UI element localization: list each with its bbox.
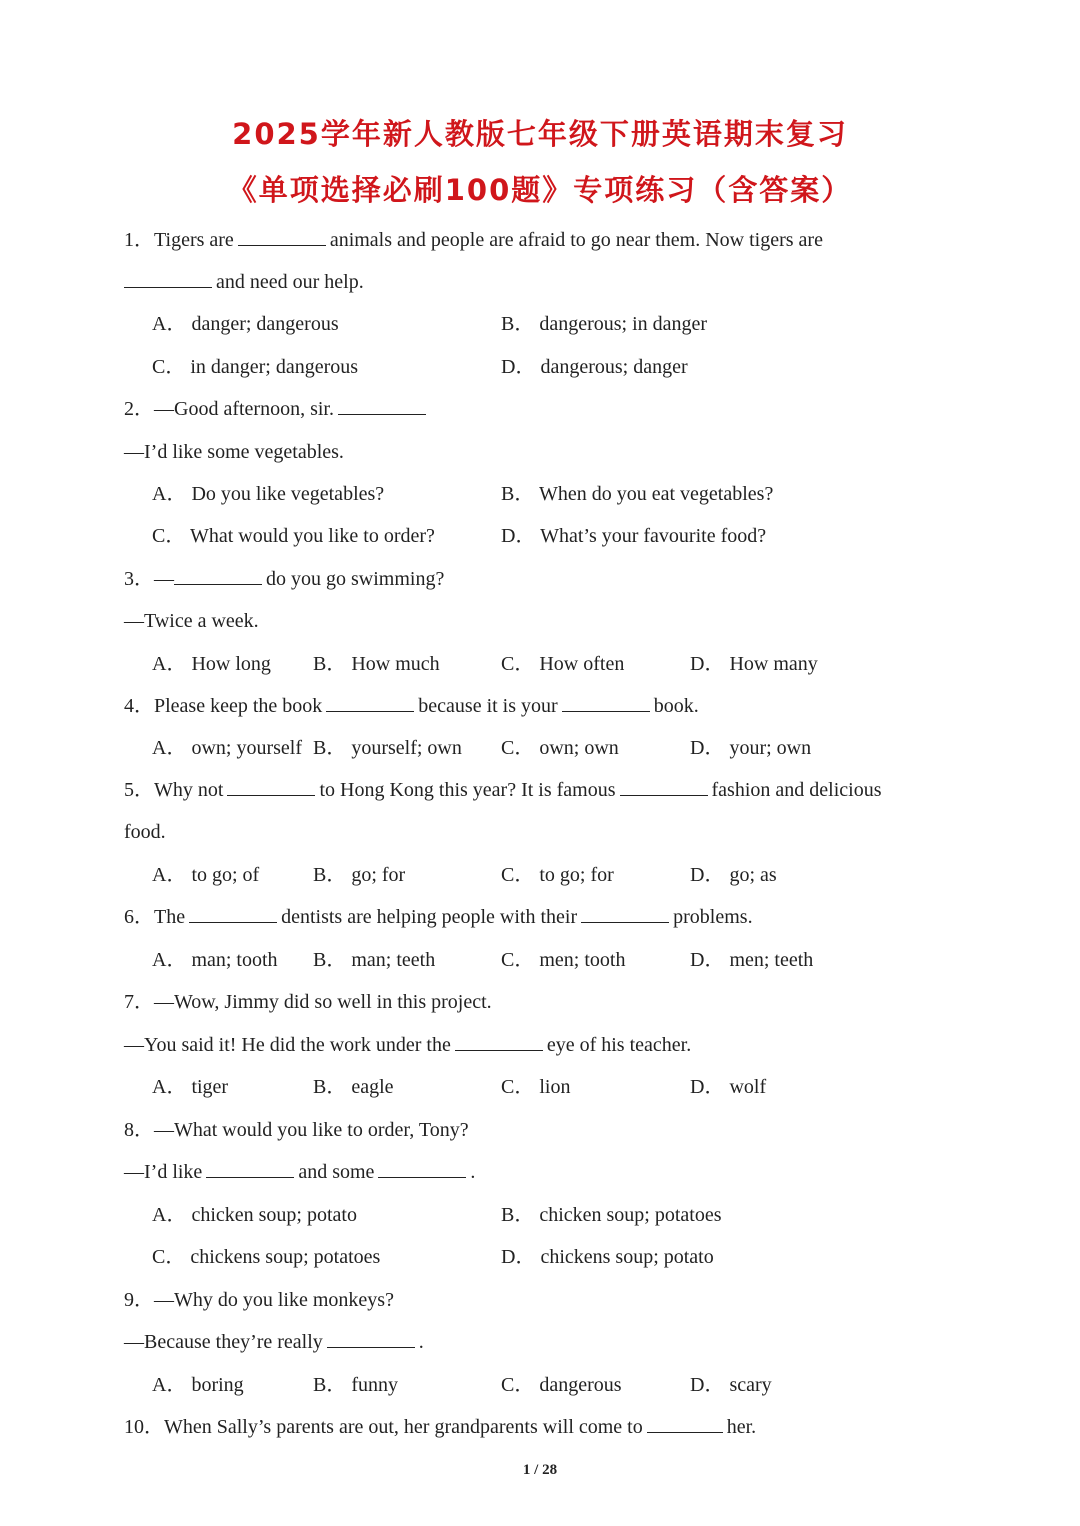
q2-option-a[interactable]: A． Do you like vegetables? [152, 483, 385, 505]
q2-option-b[interactable]: B． When do you eat vegetables? [501, 483, 774, 505]
q4-option-d[interactable]: D． your; own [690, 737, 812, 759]
blank [327, 1329, 415, 1348]
q9-option-a[interactable]: A． boring [152, 1374, 244, 1396]
question-8: 8．—What would you like to order, Tony? [124, 1119, 469, 1141]
title-line-2: 《单项选择必刷100题》专项练习（含答案） [227, 173, 853, 207]
blank [562, 693, 650, 712]
question-3-reply: —Twice a week. [124, 610, 259, 632]
question-9: 9．—Why do you like monkeys? [124, 1289, 394, 1311]
question-6: 6．The dentists are helping people with their problems. [124, 906, 753, 928]
q3-option-c[interactable]: C． How often [501, 653, 625, 675]
blank [647, 1414, 723, 1433]
blank [206, 1159, 294, 1178]
q8-option-a[interactable]: A． chicken soup; potato [152, 1204, 357, 1226]
q1-option-b[interactable]: B． dangerous; in danger [501, 313, 708, 335]
q1-option-d[interactable]: D． dangerous; danger [501, 356, 688, 378]
question-1: 1．Tigers are animals and people are afraid to go near them. Now tigers are [124, 229, 823, 251]
question-5-cont: food. [124, 821, 166, 843]
q9-option-b[interactable]: B． funny [313, 1374, 398, 1396]
q6-option-b[interactable]: B． man; teeth [313, 949, 436, 971]
blank [124, 269, 212, 288]
question-1-cont: and need our help. [124, 269, 364, 295]
blank [227, 777, 315, 796]
question-7-reply: —You said it! He did the work under the eye of his teacher. [124, 1034, 692, 1056]
blank [455, 1032, 543, 1051]
q6-option-a[interactable]: A． man; tooth [152, 949, 278, 971]
q6-option-c[interactable]: C． men; tooth [501, 949, 626, 971]
q6-option-d[interactable]: D． men; teeth [690, 949, 814, 971]
q5-option-c[interactable]: C． to go; for [501, 864, 614, 886]
q3-option-b[interactable]: B． How much [313, 653, 440, 675]
q5-option-d[interactable]: D． go; as [690, 864, 777, 886]
q7-option-b[interactable]: B． eagle [313, 1076, 394, 1098]
q8-option-d[interactable]: D． chickens soup; potato [501, 1246, 714, 1268]
q5-option-a[interactable]: A． to go; of [152, 864, 260, 886]
blank [581, 904, 669, 923]
blank [378, 1159, 466, 1178]
blank [174, 566, 262, 585]
question-4: 4．Please keep the book because it is your book. [124, 695, 699, 717]
blank [620, 777, 708, 796]
question-2-reply: —I’d like some vegetables. [124, 441, 344, 463]
q7-option-d[interactable]: D． wolf [690, 1076, 767, 1098]
page-number: 1 / 28 [522, 1462, 558, 1478]
question-2: 2．—Good afternoon, sir. [124, 396, 430, 422]
q7-option-c[interactable]: C． lion [501, 1076, 571, 1098]
blank [238, 227, 326, 246]
q4-option-a[interactable]: A． own; yourself [152, 737, 302, 759]
q5-option-b[interactable]: B． go; for [313, 864, 406, 886]
question-9-reply: —Because they’re really . [124, 1331, 424, 1353]
q9-option-d[interactable]: D． scary [690, 1374, 772, 1396]
q4-option-c[interactable]: C． own; own [501, 737, 619, 759]
q7-option-a[interactable]: A． tiger [152, 1076, 229, 1098]
question-7: 7．—Wow, Jimmy did so well in this project. [124, 991, 492, 1013]
blank [338, 396, 426, 415]
question-10: 10．When Sally’s parents are out, her grandparents will come to her. [124, 1416, 757, 1438]
q1-option-a[interactable]: A． danger; dangerous [152, 313, 339, 335]
q3-option-d[interactable]: D． How many [690, 653, 818, 675]
question-8-reply: —I’d like and some . [124, 1161, 476, 1183]
question-3: 3．— do you go swimming? [124, 568, 445, 590]
q8-option-b[interactable]: B． chicken soup; potatoes [501, 1204, 722, 1226]
title-line-1: 2025学年新人教版七年级下册英语期末复习 [232, 117, 848, 151]
q8-option-c[interactable]: C． chickens soup; potatoes [152, 1246, 381, 1268]
question-5: 5．Why not to Hong Kong this year? It is famous fashion and delicious [124, 779, 882, 801]
q2-option-c[interactable]: C． What would you like to order? [152, 525, 435, 547]
blank [189, 904, 277, 923]
blank [326, 693, 414, 712]
q3-option-a[interactable]: A． How long [152, 653, 271, 675]
q4-option-b[interactable]: B． yourself; own [313, 737, 462, 759]
q9-option-c[interactable]: C． dangerous [501, 1374, 622, 1396]
q2-option-d[interactable]: D． What’s your favourite food? [501, 525, 767, 547]
q1-option-c[interactable]: C． in danger; dangerous [152, 356, 359, 378]
